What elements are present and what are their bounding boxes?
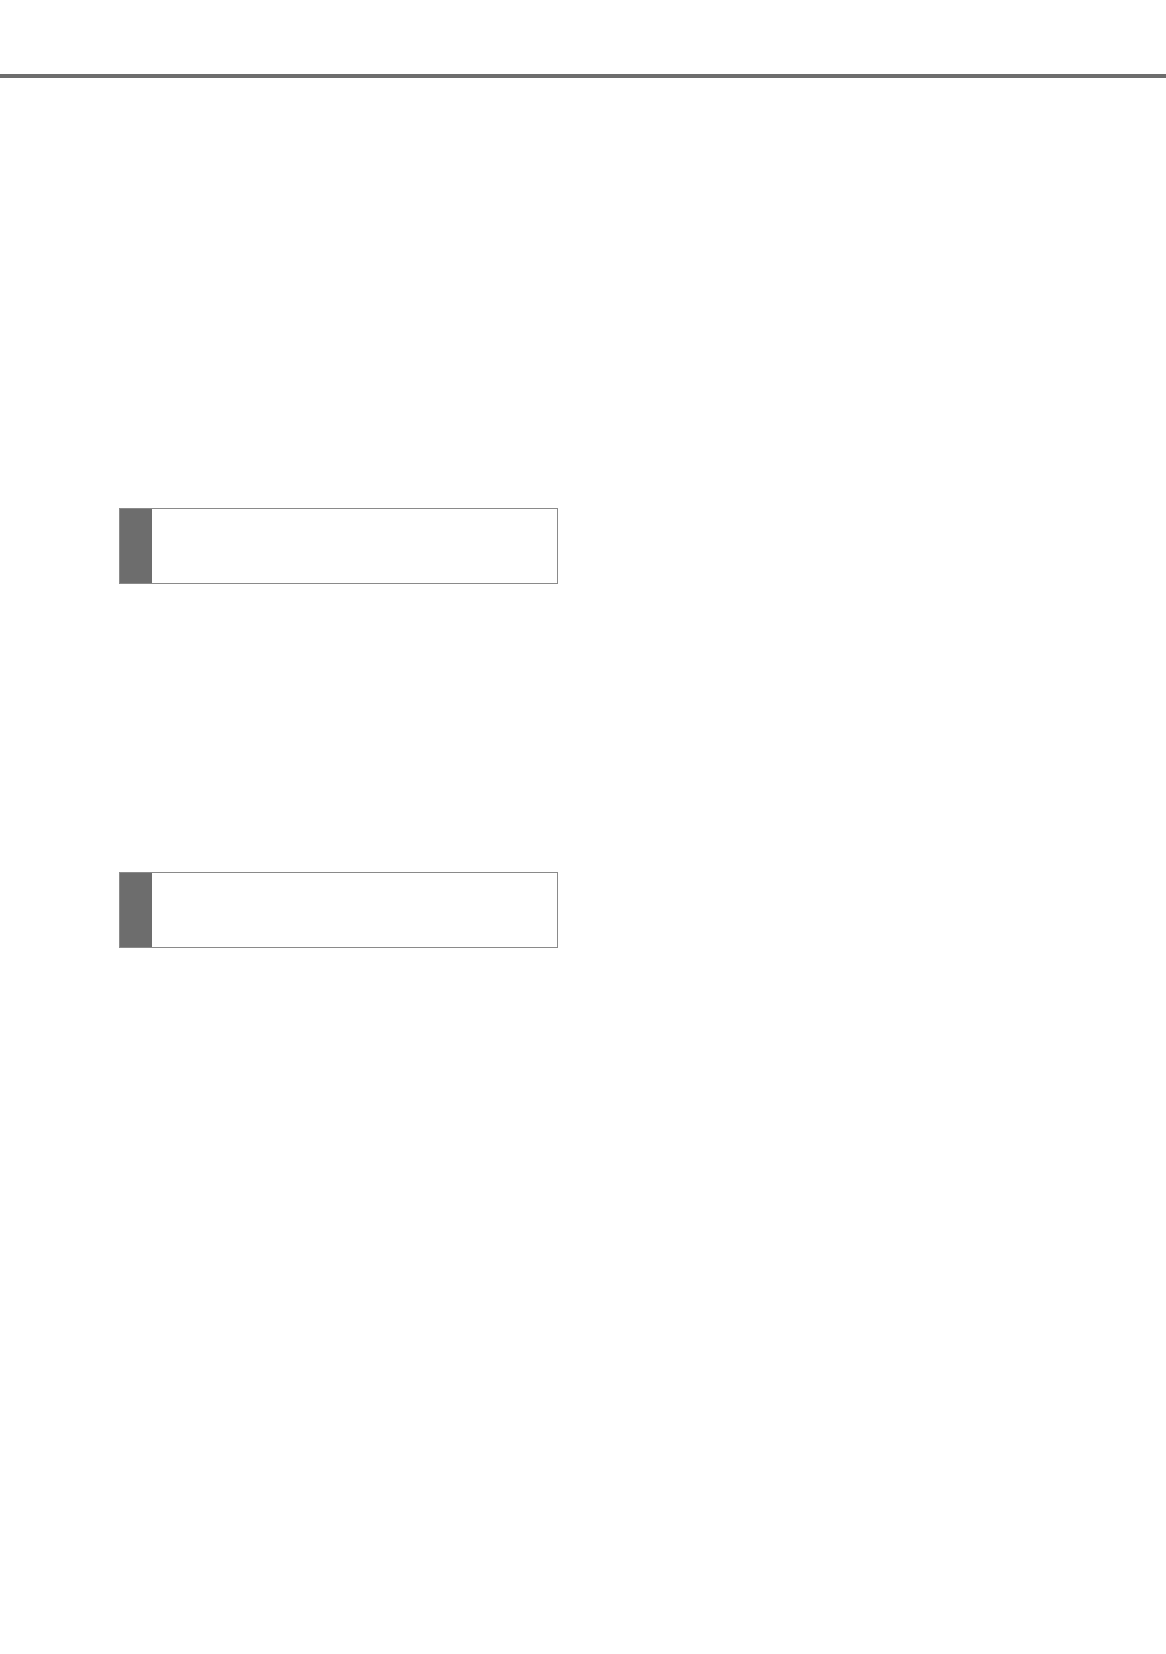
index-chapter-heading [119,872,558,948]
chapter-tab [120,873,152,947]
header-rule [0,74,1166,78]
chapter-8-heading [119,508,558,584]
chapter-number-tab [120,509,152,583]
